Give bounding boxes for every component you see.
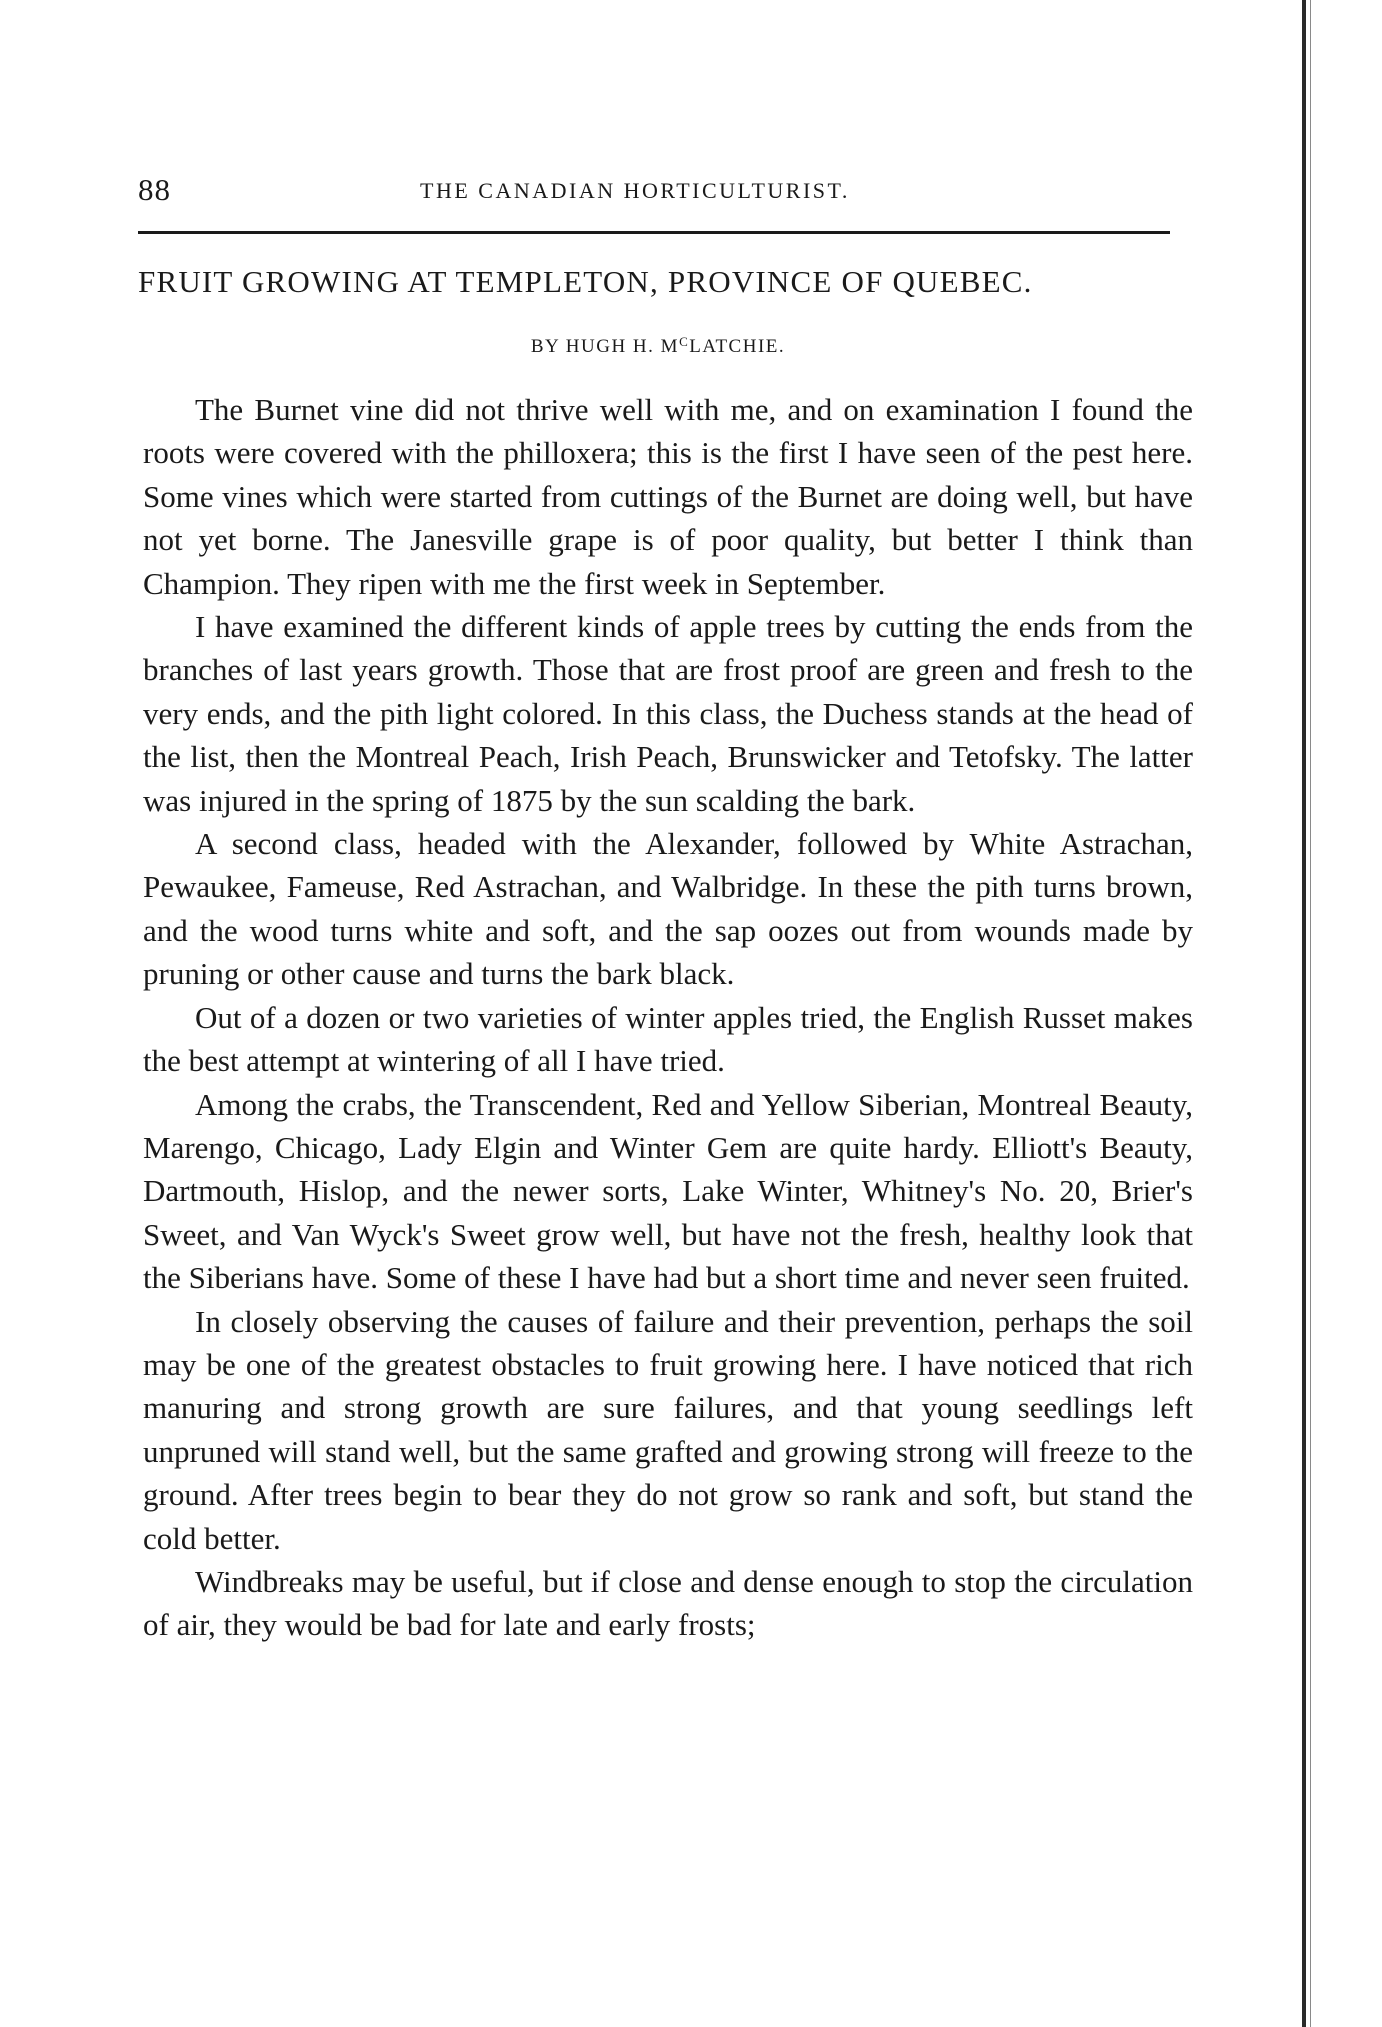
byline: [138, 334, 1178, 358]
running-head: [138, 172, 1170, 212]
paragraph: The Burnet vine did not thrive well with me, and on examination I found the roots were covered with the philloxera; this is the first I have seen of the pest here. Some vines which were started from cuttings of the Burnet are doing well, but have not yet borne. The Janesville grape is of poor quality, but better I think than Champion. They ripen with me the first week in September.: [143, 392, 1193, 601]
paragraph: Windbreaks may be useful, but if close and dense enough to stop the circulation of air, they would be bad for late and early frosts;: [143, 1563, 1193, 1643]
article-title: FRUIT GROWING AT TEMPLETON, PROVINCE OF QUEBEC.: [138, 264, 1033, 299]
paragraph: Out of a dozen or two varieties of winter apples tried, the English Russet makes the best attempt at wintering of all I have tried.: [143, 999, 1193, 1079]
byline-prefix: BY HUGH H. M: [530, 336, 680, 357]
binding-edge-shadow: [1310, 0, 1311, 2027]
byline-suffix: LATCHIE.: [689, 336, 786, 357]
journal-title: THE CANADIAN HORTICULTURIST.: [420, 178, 850, 203]
page-number: 88: [138, 172, 171, 207]
paragraph: In closely observing the causes of failure and their prevention, perhaps the soil may be one of the greatest obstacles to fruit growing here. I have noticed that rich manuring and strong growth are sure failures, and that young seedlings left unpruned will stand well, but the same grafted and growing strong will freeze to the ground. After trees begin to bear they do not grow so rank and soft, but stand the cold better.: [143, 1303, 1193, 1556]
paragraph: A second class, headed with the Alexander, followed by White Astrachan, Pewaukee, Fameuse, Red Astrachan, and Walbridge. In these the pith turns brown, and the wood turns white and soft, and the sap oozes out from wounds made by pruning or other cause and turns the bark black.: [143, 826, 1193, 992]
byline-superscript: C: [679, 334, 690, 349]
paragraph: Among the crabs, the Transcendent, Red and Yellow Siberian, Montreal Beauty, Marengo, Chicago, Lady Elgin and Winter Gem are quite hardy. Elliott's Beauty, Dartmouth, Hislop, and the newer sorts, Lake Winter, Whitney's No. 20, Brier's Sweet, and Van Wyck's Sweet grow well, but have not the fresh, healthy look that the Siberians have. Some of these I have had but a short time and never seen fruited.: [143, 1086, 1193, 1296]
paragraph: I have examined the different kinds of apple trees by cutting the ends from the branches of last years growth. Those that are frost proof are green and fresh to the very ends, and the pith light colored. In this class, the Duchess stands at the head of the list, then the Montreal Peach, Irish Peach, Brunswicker and Tetofsky. The latter was injured in the spring of 1875 by the sun scalding the bark.: [143, 609, 1193, 818]
article-body: [143, 388, 1193, 1647]
header-rule: [138, 231, 1170, 234]
binding-edge-line: [1302, 0, 1306, 2027]
